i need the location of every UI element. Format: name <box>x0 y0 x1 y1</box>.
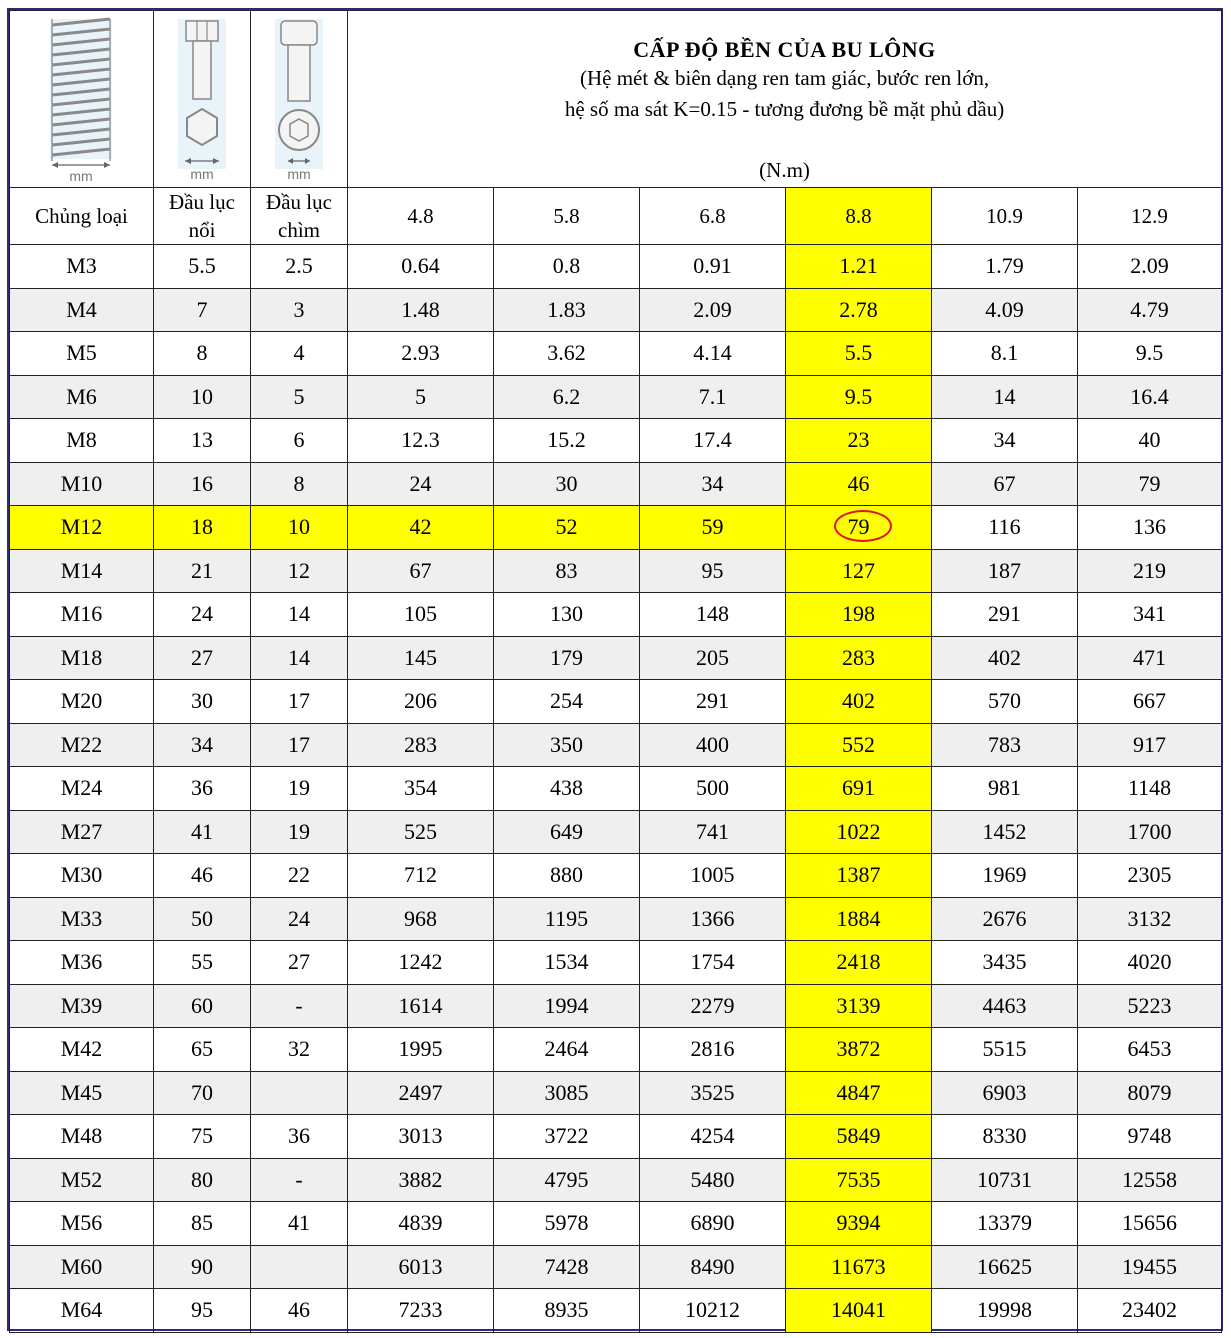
cell-g109: 4463 <box>932 984 1078 1028</box>
cell-g88: 1.21 <box>786 245 932 289</box>
cell-type: M64 <box>10 1289 154 1333</box>
cell-g109: 187 <box>932 549 1078 593</box>
table-row <box>10 1202 1222 1246</box>
cell-g68: 3525 <box>640 1071 786 1115</box>
cell-g68: 400 <box>640 723 786 767</box>
table-row <box>10 1115 1222 1159</box>
cell-type: M36 <box>10 941 154 985</box>
cell-g129: 8079 <box>1078 1071 1222 1115</box>
cell-g88: 1022 <box>786 810 932 854</box>
cell-hex-head: 27 <box>154 636 251 680</box>
cell-g68: 7.1 <box>640 375 786 419</box>
cell-g88: 1884 <box>786 897 932 941</box>
cell-g48: 968 <box>348 897 494 941</box>
table-row <box>10 332 1222 376</box>
cell-g88: 198 <box>786 593 932 637</box>
cell-g129: 4.79 <box>1078 288 1222 332</box>
cell-socket-head: 14 <box>251 593 348 637</box>
cell-g68: 59 <box>640 506 786 550</box>
cell-type: M8 <box>10 419 154 463</box>
cell-g88: 3139 <box>786 984 932 1028</box>
red-circle-mark <box>834 510 892 542</box>
cell-g58: 4795 <box>494 1158 640 1202</box>
circled-value-text: 79 <box>847 514 870 540</box>
cell-g88: 2418 <box>786 941 932 985</box>
cell-hex-head: 34 <box>154 723 251 767</box>
cell-g129: 12558 <box>1078 1158 1222 1202</box>
cell-g48: 0.64 <box>348 245 494 289</box>
cell-g58: 30 <box>494 462 640 506</box>
table-row <box>10 245 1222 289</box>
cell-g88: 46 <box>786 462 932 506</box>
cell-g129: 23402 <box>1078 1289 1222 1333</box>
cell-type: M33 <box>10 897 154 941</box>
cell-g109: 6903 <box>932 1071 1078 1115</box>
cell-g88: 23 <box>786 419 932 463</box>
cell-g109: 34 <box>932 419 1078 463</box>
cell-g58: 350 <box>494 723 640 767</box>
cell-g68: 291 <box>640 680 786 724</box>
header-row <box>10 188 1222 245</box>
cell-hex-head: 7 <box>154 288 251 332</box>
cell-g88: 691 <box>786 767 932 811</box>
cell-g129: 5223 <box>1078 984 1222 1028</box>
thread-unit-label: mm <box>68 168 93 183</box>
cell-g68: 2279 <box>640 984 786 1028</box>
cell-type: M60 <box>10 1245 154 1289</box>
table-row <box>10 419 1222 463</box>
cell-g129: 1148 <box>1078 767 1222 811</box>
cell-g88 <box>786 506 932 550</box>
cell-g48: 2497 <box>348 1071 494 1115</box>
cell-g109: 8330 <box>932 1115 1078 1159</box>
cell-g48: 525 <box>348 810 494 854</box>
header-grade: 6.8 <box>640 188 786 245</box>
cell-g109: 8.1 <box>932 332 1078 376</box>
table-row <box>10 680 1222 724</box>
header-grade: 10.9 <box>932 188 1078 245</box>
cell-hex-head: 95 <box>154 1289 251 1333</box>
cell-hex-head: 36 <box>154 767 251 811</box>
cell-g129: 19455 <box>1078 1245 1222 1289</box>
table-row <box>10 897 1222 941</box>
cell-g58: 2464 <box>494 1028 640 1072</box>
cell-type: M39 <box>10 984 154 1028</box>
cell-hex-head: 24 <box>154 593 251 637</box>
cell-g109: 981 <box>932 767 1078 811</box>
cell-socket-head: 19 <box>251 767 348 811</box>
cell-g129: 4020 <box>1078 941 1222 985</box>
cell-hex-head: 70 <box>154 1071 251 1115</box>
cell-socket-head: 24 <box>251 897 348 941</box>
header-grade: 5.8 <box>494 188 640 245</box>
cell-g48: 1995 <box>348 1028 494 1072</box>
cell-g88: 9394 <box>786 1202 932 1246</box>
cell-g68: 205 <box>640 636 786 680</box>
cell-g109: 4.09 <box>932 288 1078 332</box>
cell-g129: 9.5 <box>1078 332 1222 376</box>
cell-g88: 3872 <box>786 1028 932 1072</box>
table-row <box>10 767 1222 811</box>
table-row <box>10 854 1222 898</box>
cell-g58: 0.8 <box>494 245 640 289</box>
table-row <box>10 636 1222 680</box>
cell-hex-head: 60 <box>154 984 251 1028</box>
cell-g129: 1700 <box>1078 810 1222 854</box>
socket-head-diagram-cell <box>251 11 348 188</box>
cell-g58: 438 <box>494 767 640 811</box>
cell-g48: 1614 <box>348 984 494 1028</box>
cell-type: M48 <box>10 1115 154 1159</box>
cell-g109: 5515 <box>932 1028 1078 1072</box>
cell-g68: 4.14 <box>640 332 786 376</box>
table-row <box>10 288 1222 332</box>
cell-type: M3 <box>10 245 154 289</box>
cell-type: M22 <box>10 723 154 767</box>
cell-g68: 0.91 <box>640 245 786 289</box>
cell-hex-head: 85 <box>154 1202 251 1246</box>
cell-g68: 10212 <box>640 1289 786 1333</box>
cell-g109: 1.79 <box>932 245 1078 289</box>
table-row <box>10 984 1222 1028</box>
cell-type: M16 <box>10 593 154 637</box>
cell-type: M6 <box>10 375 154 419</box>
cell-g48: 354 <box>348 767 494 811</box>
cell-g129: 2.09 <box>1078 245 1222 289</box>
cell-hex-head: 16 <box>154 462 251 506</box>
cell-g48: 1242 <box>348 941 494 985</box>
table-row <box>10 462 1222 506</box>
cell-g109: 2676 <box>932 897 1078 941</box>
cell-g68: 1366 <box>640 897 786 941</box>
cell-hex-head: 55 <box>154 941 251 985</box>
cell-g88: 4847 <box>786 1071 932 1115</box>
hex-head-diagram-cell <box>154 11 251 188</box>
cell-type: M42 <box>10 1028 154 1072</box>
cell-type: M30 <box>10 854 154 898</box>
cell-g68: 34 <box>640 462 786 506</box>
header-grade-highlighted: 8.8 <box>786 188 932 245</box>
cell-type: M52 <box>10 1158 154 1202</box>
bolt-torque-table <box>9 10 1222 1333</box>
cell-g58: 1994 <box>494 984 640 1028</box>
cell-hex-head: 50 <box>154 897 251 941</box>
table-row <box>10 549 1222 593</box>
cell-g58: 5978 <box>494 1202 640 1246</box>
cell-socket-head: 19 <box>251 810 348 854</box>
hex-bolt-icon <box>172 15 232 183</box>
cell-type: M5 <box>10 332 154 376</box>
header-type: Chủng loại <box>10 188 154 245</box>
cell-type: M10 <box>10 462 154 506</box>
cell-socket-head <box>251 1245 348 1289</box>
cell-g48: 145 <box>348 636 494 680</box>
cell-g109: 13379 <box>932 1202 1078 1246</box>
cell-g68: 4254 <box>640 1115 786 1159</box>
cell-hex-head: 41 <box>154 810 251 854</box>
cell-socket-head: 6 <box>251 419 348 463</box>
cell-g109: 16625 <box>932 1245 1078 1289</box>
table-row <box>10 506 1222 550</box>
cell-g129: 2305 <box>1078 854 1222 898</box>
cell-g48: 2.93 <box>348 332 494 376</box>
cell-g58: 15.2 <box>494 419 640 463</box>
cell-g109: 3435 <box>932 941 1078 985</box>
torque-table-frame <box>7 8 1223 1331</box>
cell-g68: 17.4 <box>640 419 786 463</box>
cell-socket-head: 36 <box>251 1115 348 1159</box>
cell-g58: 1534 <box>494 941 640 985</box>
cell-g109: 570 <box>932 680 1078 724</box>
cell-socket-head: 22 <box>251 854 348 898</box>
cell-g58: 1.83 <box>494 288 640 332</box>
cell-hex-head: 46 <box>154 854 251 898</box>
cell-socket-head: 17 <box>251 723 348 767</box>
cell-g68: 500 <box>640 767 786 811</box>
cell-g58: 254 <box>494 680 640 724</box>
cell-g129: 3132 <box>1078 897 1222 941</box>
cell-g88: 14041 <box>786 1289 932 1333</box>
cell-socket-head: 4 <box>251 332 348 376</box>
table-subtitle-line2: hệ số ma sát K=0.15 - tương đương bề mặt phủ dầu) <box>564 97 1005 121</box>
cell-g109: 1969 <box>932 854 1078 898</box>
cell-hex-head: 10 <box>154 375 251 419</box>
cell-g58: 6.2 <box>494 375 640 419</box>
cell-g48: 42 <box>348 506 494 550</box>
cell-socket-head: - <box>251 984 348 1028</box>
circled-value <box>848 514 870 540</box>
cell-g129: 9748 <box>1078 1115 1222 1159</box>
cell-g129: 917 <box>1078 723 1222 767</box>
cell-g88: 127 <box>786 549 932 593</box>
cell-g48: 6013 <box>348 1245 494 1289</box>
cell-g58: 3722 <box>494 1115 640 1159</box>
table-row <box>10 1071 1222 1115</box>
cell-g129: 667 <box>1078 680 1222 724</box>
title-cell <box>348 11 1222 188</box>
table-row <box>10 810 1222 854</box>
cell-g68: 1005 <box>640 854 786 898</box>
cell-g58: 179 <box>494 636 640 680</box>
cell-hex-head: 21 <box>154 549 251 593</box>
cell-g48: 4839 <box>348 1202 494 1246</box>
cell-g129: 16.4 <box>1078 375 1222 419</box>
table-title: CẤP ĐỘ BỀN CỦA BU LÔNG <box>633 37 936 62</box>
cell-g129: 79 <box>1078 462 1222 506</box>
cell-g129: 136 <box>1078 506 1222 550</box>
hex-unit-label: mm <box>190 166 214 182</box>
cell-g48: 1.48 <box>348 288 494 332</box>
cell-g88: 11673 <box>786 1245 932 1289</box>
cell-g88: 7535 <box>786 1158 932 1202</box>
cell-g88: 1387 <box>786 854 932 898</box>
cell-hex-head: 65 <box>154 1028 251 1072</box>
cell-g88: 552 <box>786 723 932 767</box>
cell-type: M12 <box>10 506 154 550</box>
cell-hex-head: 18 <box>154 506 251 550</box>
cell-type: M45 <box>10 1071 154 1115</box>
cell-g109: 14 <box>932 375 1078 419</box>
cell-socket-head: 2.5 <box>251 245 348 289</box>
cell-g88: 402 <box>786 680 932 724</box>
cell-g48: 12.3 <box>348 419 494 463</box>
socket-bolt-icon <box>269 15 329 183</box>
table-row <box>10 1028 1222 1072</box>
cell-g58: 649 <box>494 810 640 854</box>
cell-g68: 95 <box>640 549 786 593</box>
cell-g129: 341 <box>1078 593 1222 637</box>
cell-g48: 712 <box>348 854 494 898</box>
cell-g48: 3882 <box>348 1158 494 1202</box>
cell-type: M4 <box>10 288 154 332</box>
cell-g109: 116 <box>932 506 1078 550</box>
unit-label: (N.m) <box>759 158 810 182</box>
cell-g109: 19998 <box>932 1289 1078 1333</box>
cell-g88: 9.5 <box>786 375 932 419</box>
table-row <box>10 1158 1222 1202</box>
cell-g48: 283 <box>348 723 494 767</box>
cell-g88: 283 <box>786 636 932 680</box>
cell-socket-head: 46 <box>251 1289 348 1333</box>
cell-g109: 10731 <box>932 1158 1078 1202</box>
cell-type: M14 <box>10 549 154 593</box>
cell-g58: 7428 <box>494 1245 640 1289</box>
table-row <box>10 723 1222 767</box>
cell-g68: 148 <box>640 593 786 637</box>
table-row <box>10 1245 1222 1289</box>
cell-g68: 5480 <box>640 1158 786 1202</box>
cell-g68: 741 <box>640 810 786 854</box>
cell-hex-head: 80 <box>154 1158 251 1202</box>
header-socket-head: Đầu lục chìm <box>251 188 348 245</box>
cell-g58: 52 <box>494 506 640 550</box>
cell-g129: 6453 <box>1078 1028 1222 1072</box>
cell-g88: 5849 <box>786 1115 932 1159</box>
table-row <box>10 941 1222 985</box>
cell-socket-head <box>251 1071 348 1115</box>
cell-g109: 67 <box>932 462 1078 506</box>
cell-type: M18 <box>10 636 154 680</box>
cell-g58: 3.62 <box>494 332 640 376</box>
cell-g129: 471 <box>1078 636 1222 680</box>
cell-g58: 83 <box>494 549 640 593</box>
cell-g129: 15656 <box>1078 1202 1222 1246</box>
cell-socket-head: 12 <box>251 549 348 593</box>
cell-hex-head: 90 <box>154 1245 251 1289</box>
cell-g48: 67 <box>348 549 494 593</box>
cell-g68: 2.09 <box>640 288 786 332</box>
cell-type: M56 <box>10 1202 154 1246</box>
cell-g48: 24 <box>348 462 494 506</box>
table-row <box>10 1289 1222 1333</box>
thread-diagram-cell <box>10 11 154 188</box>
cell-g58: 130 <box>494 593 640 637</box>
cell-g109: 402 <box>932 636 1078 680</box>
cell-socket-head: 32 <box>251 1028 348 1072</box>
cell-socket-head: 8 <box>251 462 348 506</box>
table-row <box>10 375 1222 419</box>
cell-g48: 3013 <box>348 1115 494 1159</box>
cell-g109: 1452 <box>932 810 1078 854</box>
cell-g68: 8490 <box>640 1245 786 1289</box>
table-subtitle-line1: (Hệ mét & biên dạng ren tam giác, bước ren lớn, <box>579 66 990 90</box>
cell-g48: 7233 <box>348 1289 494 1333</box>
cell-g58: 880 <box>494 854 640 898</box>
cell-g58: 8935 <box>494 1289 640 1333</box>
cell-g88: 5.5 <box>786 332 932 376</box>
header-grade: 12.9 <box>1078 188 1222 245</box>
cell-socket-head: 5 <box>251 375 348 419</box>
cell-g48: 5 <box>348 375 494 419</box>
cell-hex-head: 8 <box>154 332 251 376</box>
cell-hex-head: 30 <box>154 680 251 724</box>
cell-socket-head: 10 <box>251 506 348 550</box>
cell-socket-head: 27 <box>251 941 348 985</box>
cell-g109: 291 <box>932 593 1078 637</box>
cell-type: M24 <box>10 767 154 811</box>
table-row <box>10 593 1222 637</box>
cell-socket-head: 14 <box>251 636 348 680</box>
bolt-thread-icon <box>42 15 122 183</box>
cell-hex-head: 5.5 <box>154 245 251 289</box>
cell-type: M27 <box>10 810 154 854</box>
cell-g68: 6890 <box>640 1202 786 1246</box>
cell-g48: 206 <box>348 680 494 724</box>
cell-socket-head: 17 <box>251 680 348 724</box>
cell-g129: 40 <box>1078 419 1222 463</box>
cell-g68: 1754 <box>640 941 786 985</box>
cell-socket-head: 3 <box>251 288 348 332</box>
cell-g68: 2816 <box>640 1028 786 1072</box>
header-hex-head: Đầu lục nổi <box>154 188 251 245</box>
cell-hex-head: 75 <box>154 1115 251 1159</box>
cell-g88: 2.78 <box>786 288 932 332</box>
cell-g58: 1195 <box>494 897 640 941</box>
header-grade: 4.8 <box>348 188 494 245</box>
cell-g129: 219 <box>1078 549 1222 593</box>
cell-g109: 783 <box>932 723 1078 767</box>
cell-g48: 105 <box>348 593 494 637</box>
cell-hex-head: 13 <box>154 419 251 463</box>
cell-type: M20 <box>10 680 154 724</box>
cell-socket-head: 41 <box>251 1202 348 1246</box>
cell-socket-head: - <box>251 1158 348 1202</box>
cell-g58: 3085 <box>494 1071 640 1115</box>
socket-unit-label: mm <box>287 166 311 182</box>
